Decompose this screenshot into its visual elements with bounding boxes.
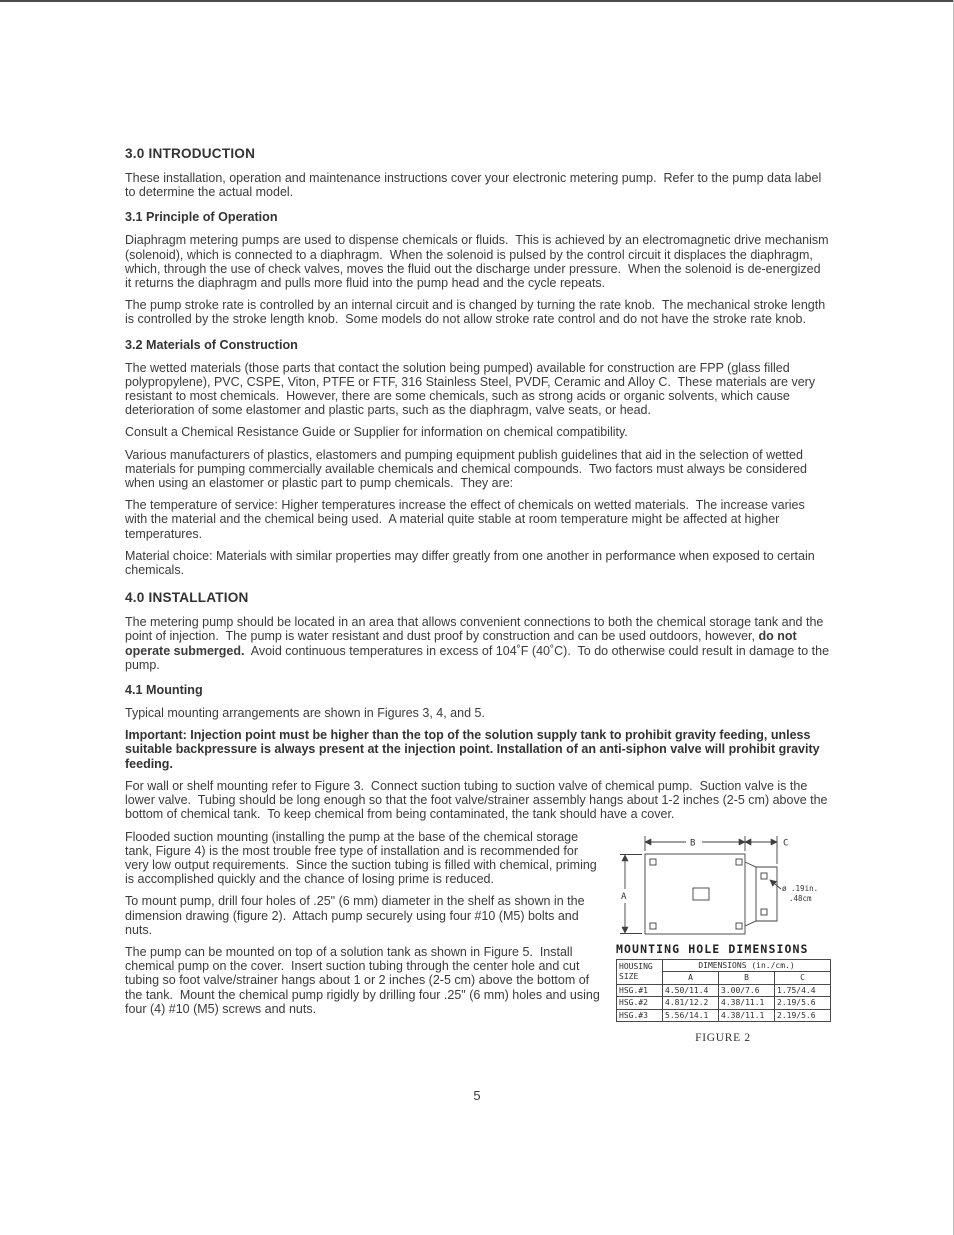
table-header-housing-size	[617, 959, 663, 984]
paragraph-materials-2: Consult a Chemical Resistance Guide or Supplier for information on chemical compatibility.	[125, 425, 628, 440]
cell-hsg1-a: 4.50/11.4	[663, 984, 719, 997]
cell-hsg1-name: HSG.#1	[617, 984, 663, 997]
scan-edge-top	[0, 0, 954, 2]
paragraph-principle-2: The pump stroke rate is controlled by an internal circuit and is changed by turning the rate knob. The mechanical stroke length is controlled by the stroke length knob. Some models do not allow stroke rate control and do not have the stroke rate knob.	[125, 298, 829, 327]
paragraph-mounting-1: Typical mounting arrangements are shown in Figures 3, 4, and 5.	[125, 706, 485, 721]
paragraph-mounting-4: To mount pump, drill four holes of .25" (6 mm) diameter in the shelf as shown in the dimension drawing (figure 2). Attach pump securely using four #10 (M5) bolts and nuts.	[125, 894, 588, 937]
cell-hsg2-b: 4.38/11.1	[719, 997, 775, 1010]
paragraph-principle-1: Diaphragm metering pumps are used to dispense chemicals or fluids. This is achieved by an electromagnetic drive mechanism (solenoid), which is connected to a diaphragm. When the solenoid is pulsed by the control circuit it displaces the diaphragm, which, through the use of check valves, moves the fluid out the discharge under pressure. When the solenoid is de-energized it returns the diaphragm and pulls more fluid into the pump head and the cycle repeats.	[125, 233, 833, 291]
section-heading-introduction: 3.0 INTRODUCTION	[125, 146, 256, 161]
cell-hsg2-name: HSG.#2	[617, 997, 663, 1010]
section-heading-materials: 3.2 Materials of Construction	[125, 337, 298, 352]
installation-text-after-bold: Avoid continuous temperatures in excess of 104˚F (40˚C). To do otherwise could result in damage to the pump.	[125, 643, 833, 672]
table-header-size: SIZE	[619, 971, 639, 981]
table-row	[617, 997, 831, 1010]
paragraph-mounting-5: The pump can be mounted on top of a solution tank as shown in Figure 5. Install chemical pump on the cover. Insert suction tubing through the center hole and cut tubing so foot valve/strainer hangs about 1 or 2 inches (2-5 cm) above the bottom of the tank. Mount the chemical pump rigidly by drilling four .25" (6 mm) holes and using four (4) #10 (M5) screws and nuts.	[125, 944, 604, 1016]
cell-hsg2-c: 2.19/5.6	[775, 997, 831, 1010]
table-row	[617, 984, 831, 997]
table-subheader-c: C	[775, 972, 831, 985]
hole-diameter-note-line2: .48cm	[789, 893, 812, 903]
mounting-hole-dimensions-table	[616, 959, 831, 1023]
hole-diameter-note-line1: ø .19in.	[782, 883, 819, 893]
table-row	[617, 1009, 831, 1022]
mounting-dimensions-drawing	[616, 832, 830, 938]
figure-table-title: MOUNTING HOLE DIMENSIONS	[616, 941, 809, 956]
paragraph-installation-1	[125, 615, 833, 672]
cell-hsg3-name: HSG.#3	[617, 1009, 663, 1022]
figure-2	[616, 832, 830, 1045]
cell-hsg3-b: 4.38/11.1	[719, 1009, 775, 1022]
section-heading-principle-of-operation: 3.1 Principle of Operation	[125, 210, 278, 225]
table-subheader-b: B	[719, 972, 775, 985]
paragraph-intro: These installation, operation and maintenance instructions cover your electronic metering pump. Refer to the pump data label to determine the actual model.	[125, 171, 825, 200]
cell-hsg3-c: 2.19/5.6	[775, 1009, 831, 1022]
cell-hsg3-a: 5.56/14.1	[663, 1009, 719, 1022]
dim-label-b: B	[690, 838, 696, 848]
document-body	[125, 146, 833, 1052]
table-header-housing: HOUSING	[619, 962, 653, 971]
page-number: 5	[473, 1088, 481, 1103]
paragraph-materials-3: Various manufacturers of plastics, elastomers and pumping equipment publish guidelines that aid in the selection of wetted materials for pumping commercially available chemicals and chemical compounds. Two factors must always be considered when using an elastomer or plastic part to pump chemicals. They are:	[125, 447, 811, 491]
section-heading-installation: 4.0 INSTALLATION	[125, 590, 249, 606]
paragraph-mounting-3: Flooded suction mounting (installing the pump at the base of the chemical storage tank, Figure 4) is the most trouble free type of installation and is recommended for very low output requirements. Since the suction tubing is filled with chemical, priming is accomplished quickly and the chance of losing prime is reduced.	[125, 829, 601, 887]
table-subheader-a: A	[663, 972, 719, 985]
cell-hsg1-b: 3.00/7.6	[719, 984, 775, 997]
paragraph-materials-5: Material choice: Materials with similar properties may differ greatly from one another in performance when exposed to certain chemicals.	[125, 548, 819, 578]
installation-text-before-bold: The metering pump should be located in an area that allows convenient connections to both the chemical storage tank and the point of injection. The pump is water resistant and dust proof by construction and can be used outdoors, however,	[125, 615, 827, 644]
paragraph-mounting-important: Important: Injection point must be higher than the top of the solution supply tank to prohibit gravity feeding, unless suitable backpressure is always present at the injection point. Installation of an anti-siphon valve will prohibit gravity feeding.	[125, 728, 824, 771]
cell-hsg2-a: 4.81/12.2	[663, 997, 719, 1010]
table-header-dimensions: DIMENSIONS (in./cm.)	[663, 959, 831, 972]
dim-label-c: C	[783, 838, 789, 848]
paragraph-mounting-2: For wall or shelf mounting refer to Figure 3. Connect suction tubing to suction valve of chemical pump. Suction valve is the lower valve. Tubing should be long enough so that the foot valve/strainer assembly hangs about 1-2 inches (2-5 cm) above the bottom of chemical tank. To keep chemical from being contaminated, the tank should have a cover.	[125, 778, 831, 822]
section-heading-mounting: 4.1 Mounting	[125, 683, 203, 698]
paragraph-materials-1: The wetted materials (those parts that contact the solution being pumped) available for construction are FPP (glass filled polypropylene), PVC, CSPE, Viton, PTFE or FTF, 316 Stainless Steel, PVDF, Ceramic and Alloy C. These materials are very resistant to most chemicals. However, there are some chemicals, such as strong acids or organic solvents, which cause deterioration of some elastomer and plastic parts, such as the diaphragm, valve seats, or head.	[125, 360, 819, 418]
dim-label-a: A	[621, 891, 627, 902]
cell-hsg1-c: 1.75/4.4	[775, 984, 831, 997]
paragraph-materials-4: The temperature of service: Higher temperatures increase the effect of chemicals on wetted materials. The increase varies with the material and the chemical being used. A material quite stable at room temperature might be affected at higher temperatures.	[125, 498, 809, 541]
installation-bold-warning: do not operate submerged.	[125, 629, 801, 658]
figure-caption: FIGURE 2	[695, 1032, 751, 1045]
